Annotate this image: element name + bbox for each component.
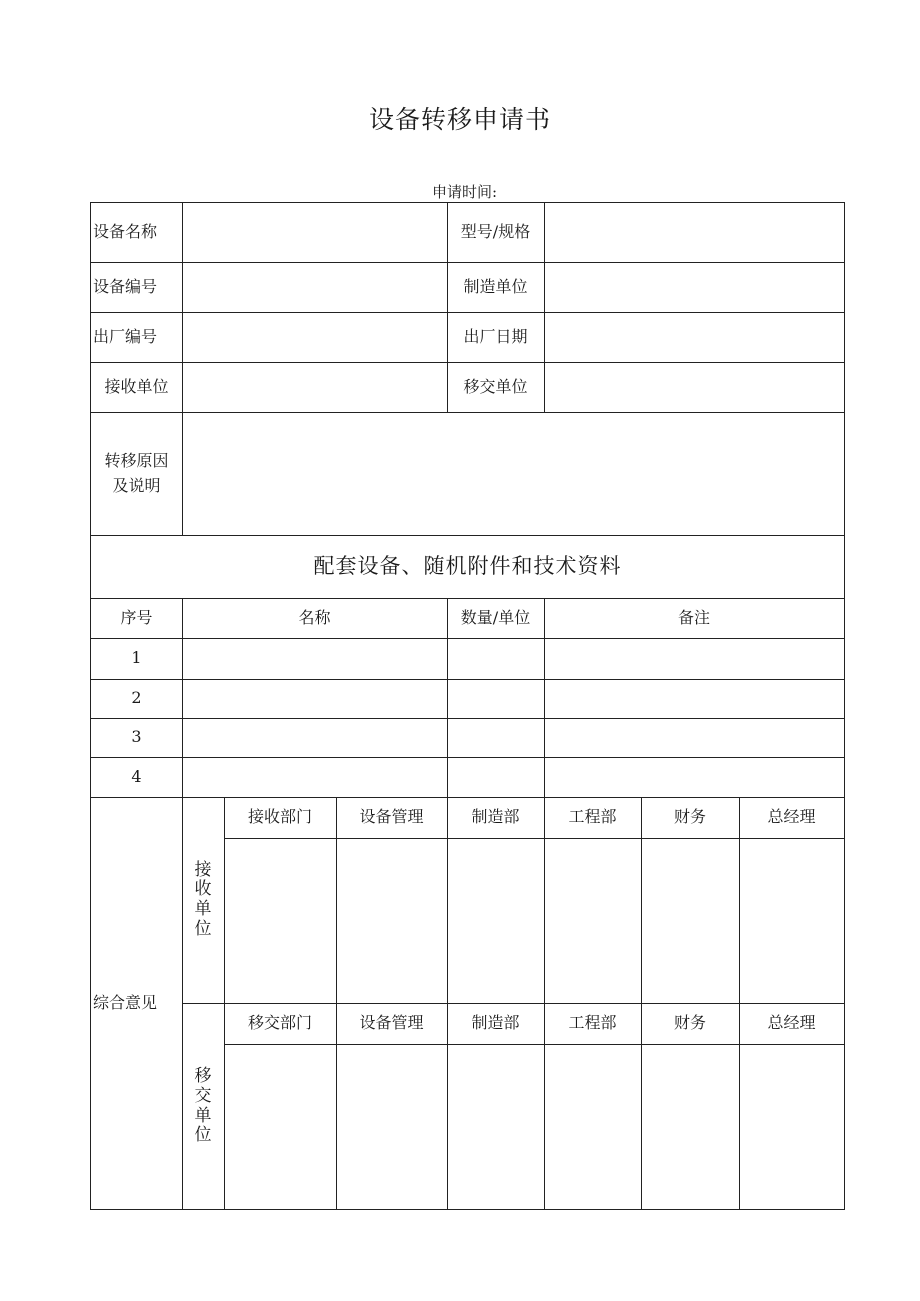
col-header-name: 名称 [298,607,331,627]
col-header-remark: 备注 [677,607,710,627]
receiving-side-label: 接收单位 [194,859,212,939]
page-title: 设备转移申请书 [368,105,551,134]
recv-header-engineering: 工程部 [568,807,617,827]
recv-header-dept: 接收部门 [247,807,312,827]
recv-header-gm: 总经理 [767,807,816,827]
recv-header-equipment: 设备管理 [359,807,424,827]
row-number: 4 [131,766,142,786]
xfer-header-dept: 移交部门 [247,1013,312,1033]
device-no-label: 设备编号 [93,276,158,296]
reason-field[interactable] [182,412,844,535]
xfer-header-engineering: 工程部 [568,1013,617,1033]
col-header-no: 序号 [120,607,153,627]
xfer-header-manufacturing: 制造部 [471,1013,520,1033]
device-no-field[interactable] [182,262,447,312]
row-number: 2 [131,688,142,708]
manufacturer-field[interactable] [544,262,844,312]
xfer-header-finance: 财务 [673,1013,706,1033]
model-spec-field[interactable] [544,203,844,262]
device-name-label: 设备名称 [93,222,158,242]
opinions-label: 综合意见 [93,993,158,1013]
recv-header-manufacturing: 制造部 [471,807,520,827]
row-number: 1 [131,648,142,668]
factory-date-field[interactable] [544,312,844,362]
receiving-unit-field[interactable] [182,362,447,412]
factory-no-field[interactable] [182,312,447,362]
transferring-side-label: 移交单位 [194,1066,212,1146]
device-name-field[interactable] [182,203,447,262]
transferring-unit-field[interactable] [544,362,844,412]
xfer-header-gm: 总经理 [767,1013,816,1033]
manufacturer-label: 制造单位 [463,276,528,296]
xfer-header-equipment: 设备管理 [359,1013,424,1033]
row-number: 3 [131,727,142,747]
col-header-qty: 数量/单位 [460,607,531,627]
transferring-unit-label: 移交单位 [463,376,528,396]
recv-header-finance: 财务 [673,807,706,827]
factory-date-label: 出厂日期 [463,326,528,346]
apply-time-label: 申请时间: [432,183,498,201]
model-spec-label: 型号/规格 [460,222,531,242]
factory-no-label: 出厂编号 [93,326,158,346]
accessories-section-title: 配套设备、随机附件和技术资料 [313,554,622,579]
receiving-unit-label: 接收单位 [104,376,169,396]
transfer-form-table [90,202,845,1210]
reason-label: 转移原因及说明 [104,450,169,495]
